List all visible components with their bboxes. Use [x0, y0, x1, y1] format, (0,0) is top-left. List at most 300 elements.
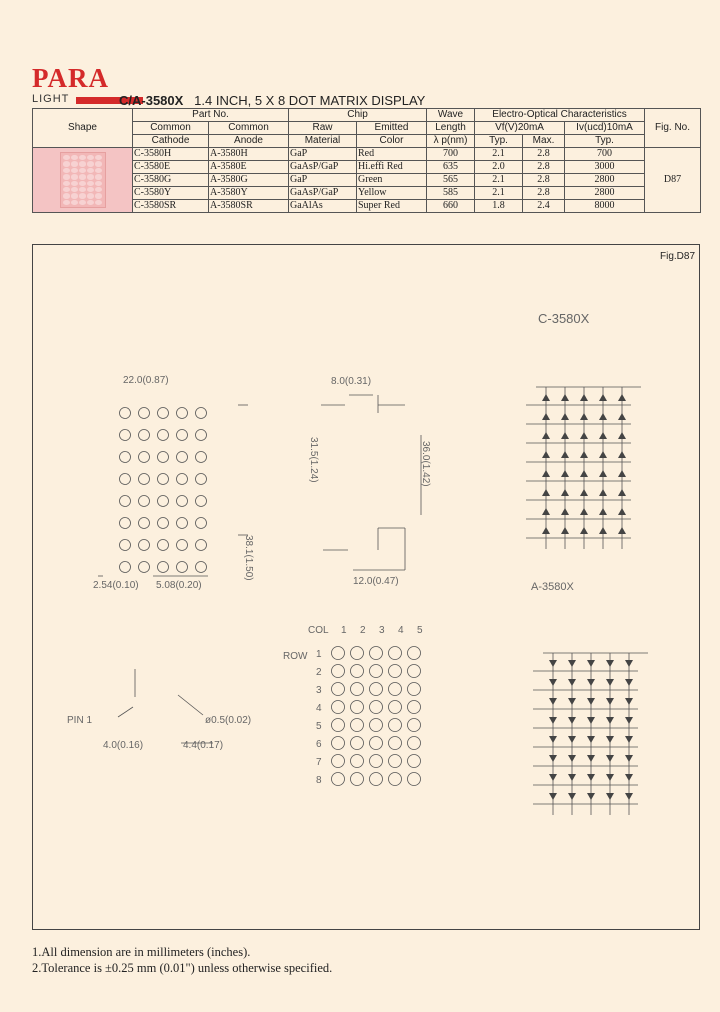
- photo-dot: [87, 168, 94, 173]
- led-symbol: [625, 679, 633, 686]
- row-3-color: Yellow: [357, 187, 427, 200]
- led-symbol: [549, 736, 557, 743]
- photo-dot: [79, 193, 86, 198]
- header-raw: Raw: [289, 122, 357, 135]
- map-dot: [351, 701, 364, 714]
- led-symbol: [606, 698, 614, 705]
- front-dot: [158, 540, 169, 551]
- photo-dot: [79, 181, 86, 186]
- dim-pin-spacing: 2.54(0.10): [93, 580, 139, 591]
- row-2-vmax: 2.8: [523, 174, 565, 187]
- led-symbol: [542, 489, 550, 496]
- photo-dot: [79, 155, 86, 160]
- front-dot: [196, 540, 207, 551]
- front-dot: [196, 408, 207, 419]
- logo-brand: PARA: [32, 63, 109, 93]
- map-dot: [370, 647, 383, 660]
- front-dot: [120, 518, 131, 529]
- map-dot: [389, 773, 402, 786]
- photo-dot: [79, 168, 86, 173]
- front-dot: [177, 474, 188, 485]
- led-symbol: [580, 394, 588, 401]
- led-symbol: [606, 660, 614, 667]
- front-dot: [139, 496, 150, 507]
- led-symbol: [580, 451, 588, 458]
- map-dot: [332, 737, 345, 750]
- led-symbol: [587, 755, 595, 762]
- technical-drawing: [32, 244, 700, 930]
- spec-table: [32, 108, 701, 213]
- photo-dot: [95, 181, 102, 186]
- header-shape: Shape: [33, 109, 133, 148]
- led-symbol: [618, 394, 626, 401]
- pin-label: PIN 1: [67, 715, 93, 726]
- row-number: 8: [316, 775, 322, 786]
- row-1-vmax: 2.8: [523, 161, 565, 174]
- row-2-iv: 2800: [565, 174, 645, 187]
- map-dot: [332, 665, 345, 678]
- led-symbol: [568, 679, 576, 686]
- dot-matrix-photo: [60, 152, 106, 208]
- map-dot: [370, 755, 383, 768]
- row-3-vtyp: 2.1: [475, 187, 523, 200]
- header-emitted2: Color: [357, 135, 427, 148]
- header-cc2: Cathode: [133, 135, 209, 148]
- photo-dot: [87, 200, 94, 205]
- map-dot: [408, 755, 421, 768]
- front-dot: [196, 562, 207, 573]
- fig-label: Fig.D87: [659, 251, 695, 262]
- map-dot: [389, 701, 402, 714]
- row-1-vtyp: 2.0: [475, 161, 523, 174]
- front-dot: [139, 408, 150, 419]
- led-symbol: [561, 432, 569, 439]
- led-symbol: [618, 508, 626, 515]
- front-dot: [120, 540, 131, 551]
- map-dot: [389, 719, 402, 732]
- photo-dot: [63, 193, 70, 198]
- c-circuit-title: C-3580X: [538, 311, 590, 326]
- notes: [32, 944, 332, 976]
- front-dot: [177, 430, 188, 441]
- front-dot: [158, 408, 169, 419]
- front-dot: [120, 474, 131, 485]
- dim-side-h2: 36.0(1.42): [420, 441, 431, 487]
- photo-dot: [71, 187, 78, 192]
- front-dot: [196, 518, 207, 529]
- c-circuit: [526, 387, 641, 549]
- row-3-wave: 585: [427, 187, 475, 200]
- pin-length: 4.4(0.17): [183, 740, 224, 751]
- photo-dot: [87, 161, 94, 166]
- header-part-no: Part No.: [133, 109, 289, 122]
- map-dot: [370, 665, 383, 678]
- photo-dot: [71, 174, 78, 179]
- a-circuit-title: A-3580X: [531, 581, 574, 593]
- led-symbol: [618, 451, 626, 458]
- led-symbol: [587, 679, 595, 686]
- header-vf-max: Max.: [523, 135, 565, 148]
- led-symbol: [606, 774, 614, 781]
- header-chip: Chip: [289, 109, 427, 122]
- led-symbol: [580, 489, 588, 496]
- front-dot: [120, 408, 131, 419]
- front-dot: [177, 496, 188, 507]
- front-dot: [120, 562, 131, 573]
- photo-dot: [71, 200, 78, 205]
- photo-dot: [87, 174, 94, 179]
- row-numbers: [316, 649, 322, 786]
- front-dot: [158, 452, 169, 463]
- led-symbol: [599, 470, 607, 477]
- photo-dot: [71, 193, 78, 198]
- led-symbol: [561, 451, 569, 458]
- fig-no-value: D87: [645, 148, 701, 213]
- photo-dot: [87, 187, 94, 192]
- note-2: 2.Tolerance is ±0.25 mm (0.01") unless otherwise specified.: [32, 961, 333, 975]
- led-symbol: [568, 774, 576, 781]
- row-2-ca: A-3580G: [209, 174, 289, 187]
- row-label: ROW: [283, 651, 308, 662]
- row-1-raw: GaAsP/GaP: [289, 161, 357, 174]
- row-3-raw: GaAsP/GaP: [289, 187, 357, 200]
- drawing-svg: [33, 245, 699, 929]
- led-symbol: [561, 413, 569, 420]
- col-label: COL: [308, 625, 329, 636]
- row-1-cc: C-3580E: [133, 161, 209, 174]
- map-dot: [408, 737, 421, 750]
- header-ca: Common: [209, 122, 289, 135]
- pin-diameter: ø0.5(0.02): [205, 715, 252, 726]
- row-number: 1: [316, 649, 322, 660]
- photo-dot: [63, 161, 70, 166]
- dim-top: 22.0(0.87): [123, 375, 169, 386]
- header-eo: Electro-Optical Characteristics: [475, 109, 645, 122]
- led-symbol: [625, 736, 633, 743]
- map-dot: [408, 719, 421, 732]
- photo-dot: [63, 187, 70, 192]
- map-dot: [389, 647, 402, 660]
- led-symbol: [561, 508, 569, 515]
- front-dot: [196, 496, 207, 507]
- front-view-dots: [120, 408, 207, 573]
- map-dot: [389, 665, 402, 678]
- front-dot: [177, 518, 188, 529]
- led-symbol: [618, 470, 626, 477]
- map-dot: [370, 773, 383, 786]
- front-dot: [177, 452, 188, 463]
- led-symbol: [625, 755, 633, 762]
- logo-sub: LIGHT: [32, 93, 70, 105]
- led-symbol: [587, 660, 595, 667]
- led-symbol: [549, 660, 557, 667]
- front-dot: [139, 540, 150, 551]
- led-symbol: [599, 489, 607, 496]
- led-symbol: [587, 717, 595, 724]
- row-3-cc: C-3580Y: [133, 187, 209, 200]
- photo-dot: [95, 161, 102, 166]
- header-ca2: Anode: [209, 135, 289, 148]
- page-title: [119, 93, 425, 108]
- map-dot: [332, 755, 345, 768]
- map-dot: [351, 683, 364, 696]
- row-2-color: Green: [357, 174, 427, 187]
- photo-dot: [95, 187, 102, 192]
- map-dot: [370, 701, 383, 714]
- map-dot: [370, 683, 383, 696]
- led-symbol: [549, 755, 557, 762]
- photo-dot: [63, 181, 70, 186]
- col-number: 3: [379, 625, 385, 636]
- row-1-color: Hi.effi Red: [357, 161, 427, 174]
- map-dot: [332, 773, 345, 786]
- led-symbol: [625, 698, 633, 705]
- led-symbol: [599, 508, 607, 515]
- photo-dot: [95, 174, 102, 179]
- led-symbol: [587, 793, 595, 800]
- header-emitted: Emitted: [357, 122, 427, 135]
- header-wave3: λ p(nm): [427, 135, 475, 148]
- col-numbers: [341, 625, 423, 636]
- front-dot: [196, 430, 207, 441]
- dim-width: 12.0(0.47): [353, 576, 399, 587]
- led-symbol: [561, 489, 569, 496]
- led-symbol: [561, 470, 569, 477]
- photo-dot: [95, 193, 102, 198]
- front-dot: [177, 408, 188, 419]
- front-dot: [158, 430, 169, 441]
- row-4-color: Super Red: [357, 200, 427, 213]
- led-symbol: [549, 698, 557, 705]
- led-symbol: [568, 755, 576, 762]
- photo-dot: [71, 168, 78, 173]
- map-dot: [408, 665, 421, 678]
- front-dot: [120, 452, 131, 463]
- led-symbol: [542, 432, 550, 439]
- led-symbol: [599, 451, 607, 458]
- led-symbol: [618, 413, 626, 420]
- row-number: 6: [316, 739, 322, 750]
- led-symbol: [542, 451, 550, 458]
- front-dot: [120, 430, 131, 441]
- col-number: 1: [341, 625, 347, 636]
- photo-dot: [71, 155, 78, 160]
- led-symbol: [568, 793, 576, 800]
- photo-dot: [63, 200, 70, 205]
- led-symbol: [599, 394, 607, 401]
- map-dot: [332, 701, 345, 714]
- led-symbol: [599, 432, 607, 439]
- row-4-wave: 660: [427, 200, 475, 213]
- col-number: 2: [360, 625, 366, 636]
- led-symbol: [599, 527, 607, 534]
- led-symbol: [625, 660, 633, 667]
- header-iv: Iv(ucd)10mA: [565, 122, 645, 135]
- front-dot: [177, 540, 188, 551]
- led-symbol: [549, 679, 557, 686]
- dim-w2: 4.0(0.16): [103, 740, 144, 751]
- led-symbol: [568, 717, 576, 724]
- col-row-map-dots: [332, 647, 421, 786]
- photo-dot: [79, 187, 86, 192]
- led-symbol: [549, 774, 557, 781]
- a-circuit: [533, 653, 648, 815]
- front-dot: [158, 518, 169, 529]
- led-symbol: [599, 413, 607, 420]
- photo-dot: [71, 161, 78, 166]
- map-dot: [332, 647, 345, 660]
- row-number: 3: [316, 685, 322, 696]
- led-symbol: [580, 527, 588, 534]
- led-symbol: [606, 755, 614, 762]
- col-number: 5: [417, 625, 423, 636]
- header-vf: Vf(V)20mA: [475, 122, 565, 135]
- front-dot: [139, 562, 150, 573]
- model-description: 1.4 INCH, 5 X 8 DOT MATRIX DISPLAY: [194, 93, 426, 108]
- led-symbol: [568, 660, 576, 667]
- front-dot: [139, 452, 150, 463]
- photo-dot: [95, 168, 102, 173]
- led-symbol: [542, 470, 550, 477]
- front-dot: [196, 474, 207, 485]
- map-dot: [389, 755, 402, 768]
- led-symbol: [580, 508, 588, 515]
- row-0-cc: C-3580H: [133, 148, 209, 161]
- led-symbol: [549, 793, 557, 800]
- photo-dot: [95, 200, 102, 205]
- row-4-cc: C-3580SR: [133, 200, 209, 213]
- led-symbol: [625, 774, 633, 781]
- led-symbol: [587, 774, 595, 781]
- header-vf-typ: Typ.: [475, 135, 523, 148]
- front-dot: [158, 474, 169, 485]
- model-number: C/A-3580X: [119, 93, 184, 108]
- photo-dot: [87, 193, 94, 198]
- led-symbol: [542, 508, 550, 515]
- map-dot: [351, 647, 364, 660]
- photo-dot: [79, 200, 86, 205]
- header-cc: Common: [133, 122, 209, 135]
- front-dot: [196, 452, 207, 463]
- front-dot: [158, 496, 169, 507]
- row-number: 2: [316, 667, 322, 678]
- led-symbol: [625, 717, 633, 724]
- map-dot: [389, 683, 402, 696]
- front-dot: [120, 496, 131, 507]
- dim-pitch: 5.08(0.20): [156, 580, 202, 591]
- row-2-cc: C-3580G: [133, 174, 209, 187]
- led-symbol: [606, 793, 614, 800]
- row-2-wave: 565: [427, 174, 475, 187]
- header-raw2: Material: [289, 135, 357, 148]
- row-0-wave: 700: [427, 148, 475, 161]
- row-3-vmax: 2.8: [523, 187, 565, 200]
- map-dot: [408, 701, 421, 714]
- map-dot: [351, 755, 364, 768]
- photo-dot: [79, 174, 86, 179]
- photo-dot: [63, 155, 70, 160]
- led-symbol: [568, 698, 576, 705]
- row-0-raw: GaP: [289, 148, 357, 161]
- row-0-ca: A-3580H: [209, 148, 289, 161]
- row-number: 4: [316, 703, 322, 714]
- front-dot: [139, 518, 150, 529]
- photo-dot: [63, 168, 70, 173]
- row-0-color: Red: [357, 148, 427, 161]
- photo-dot: [63, 174, 70, 179]
- map-dot: [408, 647, 421, 660]
- row-4-vmax: 2.4: [523, 200, 565, 213]
- led-symbol: [580, 413, 588, 420]
- led-symbol: [542, 413, 550, 420]
- map-dot: [351, 719, 364, 732]
- dim-side-top: 8.0(0.31): [331, 376, 372, 387]
- photo-dot: [79, 161, 86, 166]
- row-3-iv: 2800: [565, 187, 645, 200]
- row-1-iv: 3000: [565, 161, 645, 174]
- row-4-raw: GaAlAs: [289, 200, 357, 213]
- photo-dot: [95, 155, 102, 160]
- led-symbol: [606, 717, 614, 724]
- led-symbol: [606, 679, 614, 686]
- row-0-iv: 700: [565, 148, 645, 161]
- map-dot: [370, 737, 383, 750]
- front-dot: [139, 474, 150, 485]
- row-2-raw: GaP: [289, 174, 357, 187]
- row-4-ca: A-3580SR: [209, 200, 289, 213]
- led-symbol: [587, 698, 595, 705]
- header-fig-no: Fig. No.: [645, 109, 701, 148]
- header-wave: Wave: [427, 109, 475, 122]
- row-1-wave: 635: [427, 161, 475, 174]
- row-0-vmax: 2.8: [523, 148, 565, 161]
- dim-height: 38.1(1.50): [243, 535, 254, 581]
- led-symbol: [568, 736, 576, 743]
- led-symbol: [542, 527, 550, 534]
- led-symbol: [549, 717, 557, 724]
- led-symbol: [561, 394, 569, 401]
- shape-photo: [33, 148, 133, 213]
- map-dot: [351, 665, 364, 678]
- front-dot: [139, 430, 150, 441]
- header-iv-typ: Typ.: [565, 135, 645, 148]
- led-symbol: [561, 527, 569, 534]
- map-dot: [370, 719, 383, 732]
- led-symbol: [618, 489, 626, 496]
- row-4-vtyp: 1.8: [475, 200, 523, 213]
- col-number: 4: [398, 625, 404, 636]
- led-symbol: [580, 470, 588, 477]
- row-0-vtyp: 2.1: [475, 148, 523, 161]
- front-dot: [177, 562, 188, 573]
- note-1: 1.All dimension are in millimeters (inches).: [32, 945, 251, 959]
- led-symbol: [625, 793, 633, 800]
- row-1-ca: A-3580E: [209, 161, 289, 174]
- row-4-iv: 8000: [565, 200, 645, 213]
- photo-dot: [71, 181, 78, 186]
- led-symbol: [618, 432, 626, 439]
- front-dot: [158, 562, 169, 573]
- map-dot: [332, 719, 345, 732]
- led-symbol: [606, 736, 614, 743]
- map-dot: [389, 737, 402, 750]
- led-symbol: [618, 527, 626, 534]
- photo-dot: [87, 181, 94, 186]
- row-2-vtyp: 2.1: [475, 174, 523, 187]
- photo-dot: [87, 155, 94, 160]
- map-dot: [408, 683, 421, 696]
- led-symbol: [580, 432, 588, 439]
